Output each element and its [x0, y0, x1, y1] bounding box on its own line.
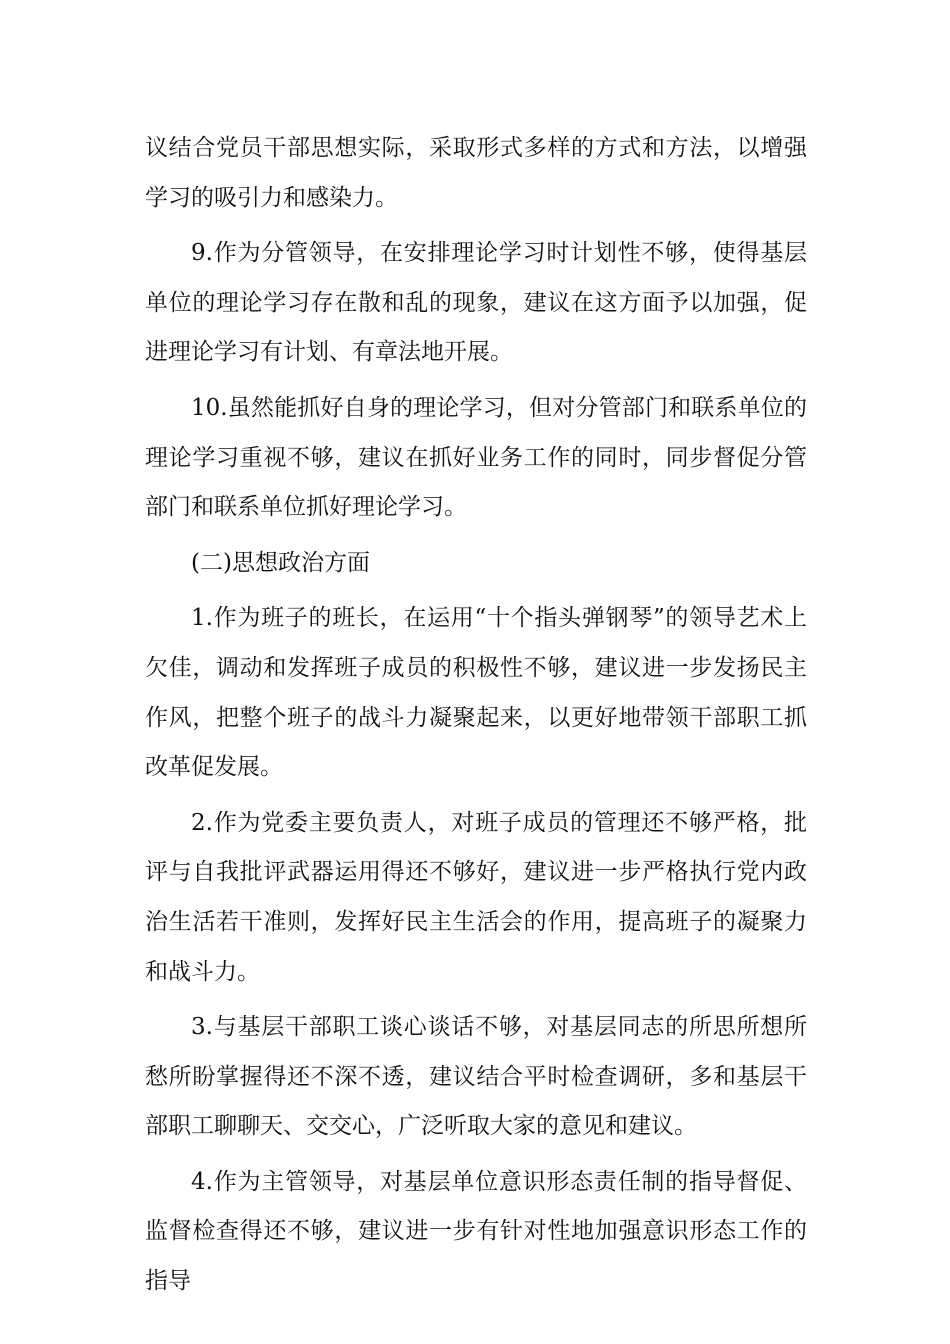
paragraph-item-1: 1.作为班子的班长，在运用“十个指头弹钢琴”的领导艺术上欠佳，调动和发挥班子成员的积极性不够，建议进一步发扬民主作风，把整个班子的战斗力凝聚起来，以更好地带领干部职工抓改革促发展。 [145, 605, 807, 781]
paragraph-item-4: 4.作为主管领导，对基层单位意识形态责任制的指导督促、监督检查得还不够，建议进一步有针对性地加强意识形态工作的指导 [145, 1168, 807, 1295]
paragraph-item-3: 3.与基层干部职工谈心谈话不够，对基层同志的所思所想所愁所盼掌握得还不深不透，建议结合平时检查调研，多和基层干部职工聊聊天、交交心，广泛听取大家的意见和建议。 [145, 1014, 807, 1140]
paragraph-item-10: 10.虽然能抓好自身的理论学习，但对分管部门和联系单位的理论学习重视不够，建议在抓好业务工作的同时，同步督促分管部门和联系单位抓好理论学习。 [145, 394, 807, 521]
section-heading-ideology-politics: (二)思想政治方面 [191, 549, 370, 576]
document-body [145, 124, 807, 1313]
paragraph-item-9: 9.作为分管领导，在安排理论学习时计划性不够，使得基层单位的理论学习存在散和乱的现象，建议在这方面予以加强，促进理论学习有计划、有章法地开展。 [145, 240, 807, 366]
paragraph-item-2: 2.作为党委主要负责人，对班子成员的管理还不够严格，批评与自我批评武器运用得还不够好，建议进一步严格执行党内政治生活若干准则，发挥好民主生活会的作用，提高班子的凝聚力和战斗力。 [145, 809, 807, 985]
paragraph-continuation: 议结合党员干部思想实际，采取形式多样的方式和方法，以增强学习的吸引力和感染力。 [145, 135, 807, 211]
